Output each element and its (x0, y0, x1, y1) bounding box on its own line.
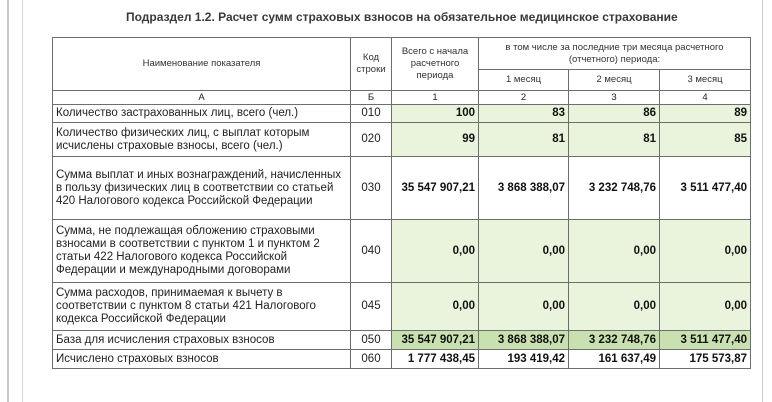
header-name: Наименование показателя (53, 38, 351, 91)
value-month2[interactable]: 3 232 748,76 (569, 331, 660, 350)
row-code: 030 (351, 157, 392, 220)
value-month3[interactable]: 3 511 477,40 (660, 331, 751, 350)
header-total: Всего с начала расчетного периода (392, 38, 479, 91)
header-month3: 3 месяц (660, 70, 751, 91)
value-month3[interactable]: 175 573,87 (660, 350, 751, 369)
value-month1[interactable]: 81 (479, 123, 569, 157)
row-name: Сумма, не подлежащая обложению страховыми взносами в соответствии с пунктом 1 и пунктом 2 статьи 422 Налогового кодекса Российской Федерации и международными договорами (53, 220, 351, 283)
frame-left-inner-border (22, 0, 23, 402)
index-2: 2 (479, 91, 569, 105)
value-month2[interactable]: 81 (569, 123, 660, 157)
row-code: 010 (351, 105, 392, 123)
index-3: 3 (569, 91, 660, 105)
value-total[interactable]: 35 547 907,21 (392, 157, 479, 220)
value-month2[interactable]: 3 232 748,76 (569, 157, 660, 220)
section-title: Подраздел 1.2. Расчет сумм страховых взносов на обязательное медицинское страхование (126, 10, 678, 24)
value-month2[interactable]: 86 (569, 105, 660, 123)
row-name: База для исчисления страховых взносов (53, 331, 351, 350)
value-total[interactable]: 0,00 (392, 220, 479, 283)
value-total[interactable]: 0,00 (392, 283, 479, 331)
frame-right-border (762, 0, 763, 402)
value-total[interactable]: 99 (392, 123, 479, 157)
value-month1[interactable]: 83 (479, 105, 569, 123)
value-month3[interactable]: 3 511 477,40 (660, 157, 751, 220)
row-code: 045 (351, 283, 392, 331)
value-month2[interactable]: 161 637,49 (569, 350, 660, 369)
row-name: Количество застрахованных лиц, всего (чел.) (53, 105, 351, 123)
index-a: А (53, 91, 351, 105)
table-row (53, 220, 751, 283)
header-month1: 1 месяц (479, 70, 569, 91)
value-month1[interactable]: 0,00 (479, 220, 569, 283)
header-group: в том числе за последние три месяца расчетного (отчетного) периода: (479, 38, 751, 70)
row-name: Сумма расходов, принимаемая к вычету в соответствии с пунктом 8 статьи 421 Налогового кодекса Российской Федерации (53, 283, 351, 331)
index-4: 4 (660, 91, 751, 105)
row-code: 020 (351, 123, 392, 157)
value-month3[interactable]: 0,00 (660, 283, 751, 331)
value-month1[interactable]: 3 868 388,07 (479, 331, 569, 350)
value-total[interactable]: 1 777 438,45 (392, 350, 479, 369)
row-name: Сумма выплат и иных вознаграждений, начисленных в пользу физических лиц в соответствии со статьей 420 Налогового кодекса Российской Федерации (53, 157, 351, 220)
row-code: 060 (351, 350, 392, 369)
table-row (53, 350, 751, 369)
table-row (53, 105, 751, 123)
value-month3[interactable]: 89 (660, 105, 751, 123)
index-1: 1 (392, 91, 479, 105)
insurance-table (52, 37, 751, 369)
value-month2[interactable]: 0,00 (569, 220, 660, 283)
frame-left-border (7, 0, 9, 402)
value-total[interactable]: 100 (392, 105, 479, 123)
table-row (53, 283, 751, 331)
row-code: 040 (351, 220, 392, 283)
header-code: Код строки (351, 38, 392, 91)
table-row (53, 123, 751, 157)
value-total[interactable]: 35 547 907,21 (392, 331, 479, 350)
row-name: Исчислено страховых взносов (53, 350, 351, 369)
value-month3[interactable]: 0,00 (660, 220, 751, 283)
value-month2[interactable]: 0,00 (569, 283, 660, 331)
table-row (53, 331, 751, 350)
row-name: Количество физических лиц, с выплат которым исчислены страховые взносы, всего (чел.) (53, 123, 351, 157)
header-month2: 2 месяц (569, 70, 660, 91)
value-month1[interactable]: 193 419,42 (479, 350, 569, 369)
row-code: 050 (351, 331, 392, 350)
index-b: Б (351, 91, 392, 105)
table-row (53, 157, 751, 220)
value-month1[interactable]: 0,00 (479, 283, 569, 331)
value-month1[interactable]: 3 868 388,07 (479, 157, 569, 220)
value-month3[interactable]: 85 (660, 123, 751, 157)
